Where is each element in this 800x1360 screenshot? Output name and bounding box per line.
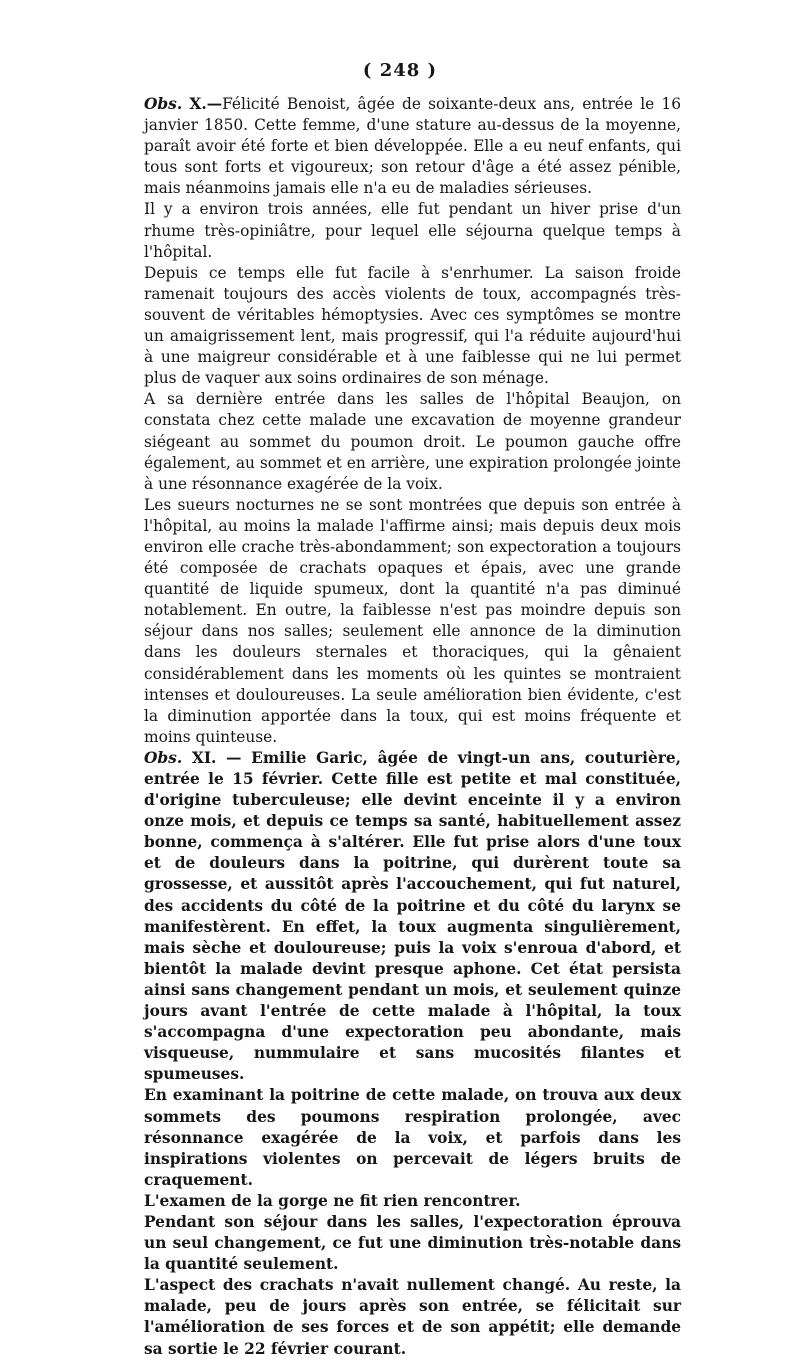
paragraph: Depuis ce temps elle fut facile à s'enrhumer. La saison froide ramenait toujours des accès violents de toux, accompagnés très-souvent de véritables hémoptysies. Avec ces symptômes se montre un amaigrissement lent, mais progressif, qui l'a réduite aujourd'hui à une maigreur considérable et à une faiblesse qui ne lui permet plus de vaquer aux soins ordinaires de son ménage. [144, 263, 681, 388]
observation-label: Obs. [144, 95, 183, 113]
observation-xi-intro [144, 748, 681, 1086]
observation-number: XI. — [191, 748, 242, 767]
observation-x-intro [144, 94, 681, 199]
paragraph: L'examen de la gorge ne fit rien rencontrer. [144, 1191, 521, 1210]
paragraph: A sa dernière entrée dans les salles de l'hôpital Beaujon, on constata chez cette malade une excavation de moyenne grandeur siégeant au sommet du poumon droit. Le poumon gauche offre également, au sommet et en arrière, une expiration prolongée jointe à une résonnance exagérée de la voix. [144, 390, 681, 493]
observation-number: X.— [189, 95, 223, 113]
paragraph: Les sueurs nocturnes ne se sont montrées que depuis son entrée à l'hôpital, au moins la malade l'affirme ainsi; mais depuis deux mois environ elle crache très-abondamment; son expectoration a toujours été composée de crachats opaques et épais, avec une grande quantité de liquide spumeux, dont la quantité n'a pas diminué notablement. En outre, la faiblesse n'est pas moindre depuis son séjour dans nos salles; seulement elle annonce de la diminution dans les douleurs sternales et thoraciques, qui la gênaient considérablement dans les moments où les quintes se montraient intenses et douloureuses. La seule amélioration bien évidente, c'est la diminution apportée dans la toux, qui est moins fréquente et moins quinteuse. [144, 495, 681, 746]
paragraph: Il y a environ trois années, elle fut pendant un hiver prise d'un rhume très-opiniâtre, pour lequel elle séjourna quelque temps à l'hôpital. [144, 200, 681, 261]
paragraph-text: Emilie Garic, âgée de vingt-un ans, couturière, entrée le 15 février. Cette fille est petite et mal constituée, d'origine tuberculeuse; elle devint enceinte il y a environ onze mois, et depuis ce temps sa santé, habituellement assez bonne, commença à s'altérer. Elle fut prise alors d'une toux et de douleurs dans la poitrine, qui durèrent toute sa grossesse, et aussitôt après l'accouchement, qui fut naturel, des accidents du côté de la poitrine et du côté du larynx se manifestèrent. En effet, la toux augmenta singulièrement, mais sèche et douloureuse; puis la voix s'enroua d'abord, et bientôt la malade devint presque aphone. Cet état persista ainsi sans changement pendant un mois, et seulement quinze jours avant l'entrée de cette malade à l'hôpital, la toux s'accompagna d'une expectoration peu abondante, mais visqueuse, nummulaire et sans mucosités filantes et spumeuses. [144, 748, 682, 1084]
paragraph: Pendant son séjour dans les salles, l'expectoration éprouva un seul changement, ce fut une diminution très-notable dans la quantité seulement. [144, 1212, 681, 1274]
page-number: ( 248 ) [362, 60, 438, 81]
paragraph: L'aspect des crachats n'avait nullement changé. Au reste, la malade, peu de jours après son entrée, se félicitait sur l'amélioration de ses forces et de son appétit; elle demande sa sortie le 22 février courant. [144, 1276, 681, 1358]
observation-label: Obs. [144, 748, 183, 767]
paragraph: En examinant la poitrine de cette malade, on trouva aux deux sommets des poumons respiration prolongée, avec résonnance exagérée de la voix, et parfois dans les inspirations violentes on percevait de légers bruits de craquement. [144, 1086, 681, 1189]
body-text [144, 94, 681, 1360]
paragraph-text: Félicité Benoist, âgée de soixante-deux ans, entrée le 16 janvier 1850. Cette femme, d'une stature au-dessus de la moyenne, paraît avoir été forte et bien développée. Elle a eu neuf enfants, qui tous sont forts et vigoureux; son retour d'âge a été assez pénible, mais néanmoins jamais elle n'a eu de maladies sérieuses. [144, 95, 681, 198]
